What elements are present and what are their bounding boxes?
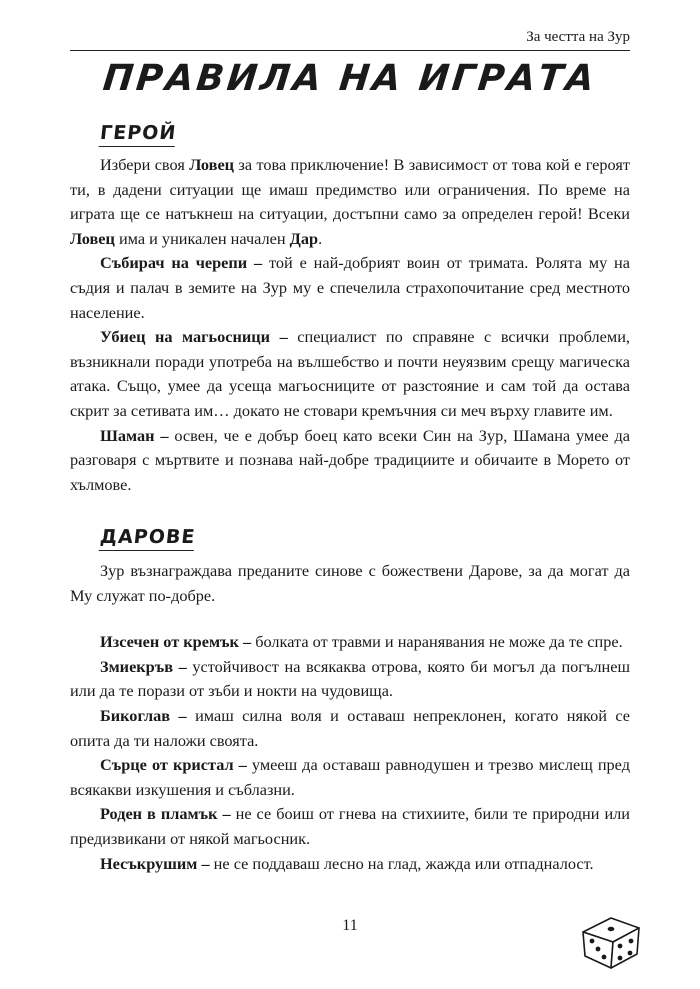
page-title: ПРАВИЛА НА ИГРАТА — [101, 58, 599, 99]
text-run: . — [318, 228, 323, 248]
hero-description: той е най-добрият воин от тримата. Ролята му на съдия и палач в земите на Зур му е спечелила страхопочитание сред местното население. — [70, 253, 630, 322]
hero-name: Убиец на магьосници – — [100, 327, 288, 347]
gifts-intro-paragraph: Зур възнаграждава преданите синове с божествени Дарове, за да могат да Му служат по-добре. — [70, 561, 630, 605]
hero-intro-paragraph — [70, 153, 630, 251]
section-heading-hero: ГЕРОЙ — [99, 122, 178, 147]
gift-entry — [70, 704, 630, 753]
gift-entry — [70, 802, 630, 851]
gift-description: имаш силна воля и оставаш непреклонен, когато някой се опита да ти наложи своята. — [70, 705, 630, 750]
hero-name: Шаман – — [100, 425, 169, 445]
gift-description: устойчивост на всякаква отрова, която би могъл да погълнеш или да те порази от зъби и нокти на чудовища. — [70, 656, 630, 701]
gift-entry — [70, 852, 630, 877]
text-run: Избери своя — [100, 155, 190, 174]
gift-name: Змиекръв – — [100, 656, 187, 676]
text-run: има и уникален начален — [114, 228, 290, 248]
page-number: 11 — [342, 917, 358, 934]
gift-description: не се поддаваш лесно на глад, жажда или отпадналост. — [209, 853, 594, 873]
bold-term: Ловец — [189, 155, 235, 174]
section-heading-gifts: ДАРОВЕ — [99, 526, 197, 551]
text-run: за това приключение! В зависимост от това кой е героят ти, в дадени ситуации ще имаш предимство или ограничения. По време на играта ще се натъкнеш на ситуации, достъпни само за определен герой! Всеки — [70, 155, 630, 224]
gift-description: болката от травми и наранявания не може да те спре. — [251, 632, 623, 652]
gift-entry — [70, 655, 630, 704]
dice-icon — [575, 910, 645, 972]
gifts-section-body — [70, 559, 630, 876]
header-rule — [70, 50, 630, 51]
gift-name: Изсечен от кремък – — [100, 632, 252, 652]
gift-name: Бикоглав – — [100, 705, 187, 725]
hero-section-body — [70, 153, 630, 497]
gift-name: Сърце от кристал – — [100, 755, 247, 775]
gift-name: Роден в пламък – — [100, 804, 231, 824]
gift-entry — [70, 630, 630, 655]
spacer — [70, 608, 630, 630]
hero-entry — [70, 424, 630, 498]
bold-term: Дар — [289, 228, 319, 248]
gift-description: не се боиш от гнева на стихиите, били те природни или предизвикани от някой магьосник. — [70, 804, 630, 848]
hero-name: Събирач на черепи – — [100, 253, 263, 273]
hero-entry — [70, 251, 630, 325]
running-title: За честта на Зур — [526, 29, 630, 45]
bold-term: Ловец — [70, 228, 115, 248]
gift-description: умееш да оставаш равнодушен и трезво мислещ пред всякакви изкушения и съблазни. — [70, 755, 630, 799]
gift-entry — [70, 753, 630, 802]
gift-name: Несъкрушим – — [100, 853, 210, 873]
hero-entry — [70, 325, 630, 423]
hero-description: специалист по справяне с всички проблеми, възникнали поради употреба на вълшебство и почти неуязвим срещу магическа атака. Също, умее да усеща магьосниците от разстояние и сам той да остава скрит за сетивата им… докато не стовари кремъчния си меч върху главите им. — [70, 327, 630, 420]
hero-description: освен, че е добър боец като всеки Син на Зур, Шамана умее да разговаря с мъртвите и познава най-добре традициите и обичаите в Морето от хълмове. — [70, 425, 631, 494]
